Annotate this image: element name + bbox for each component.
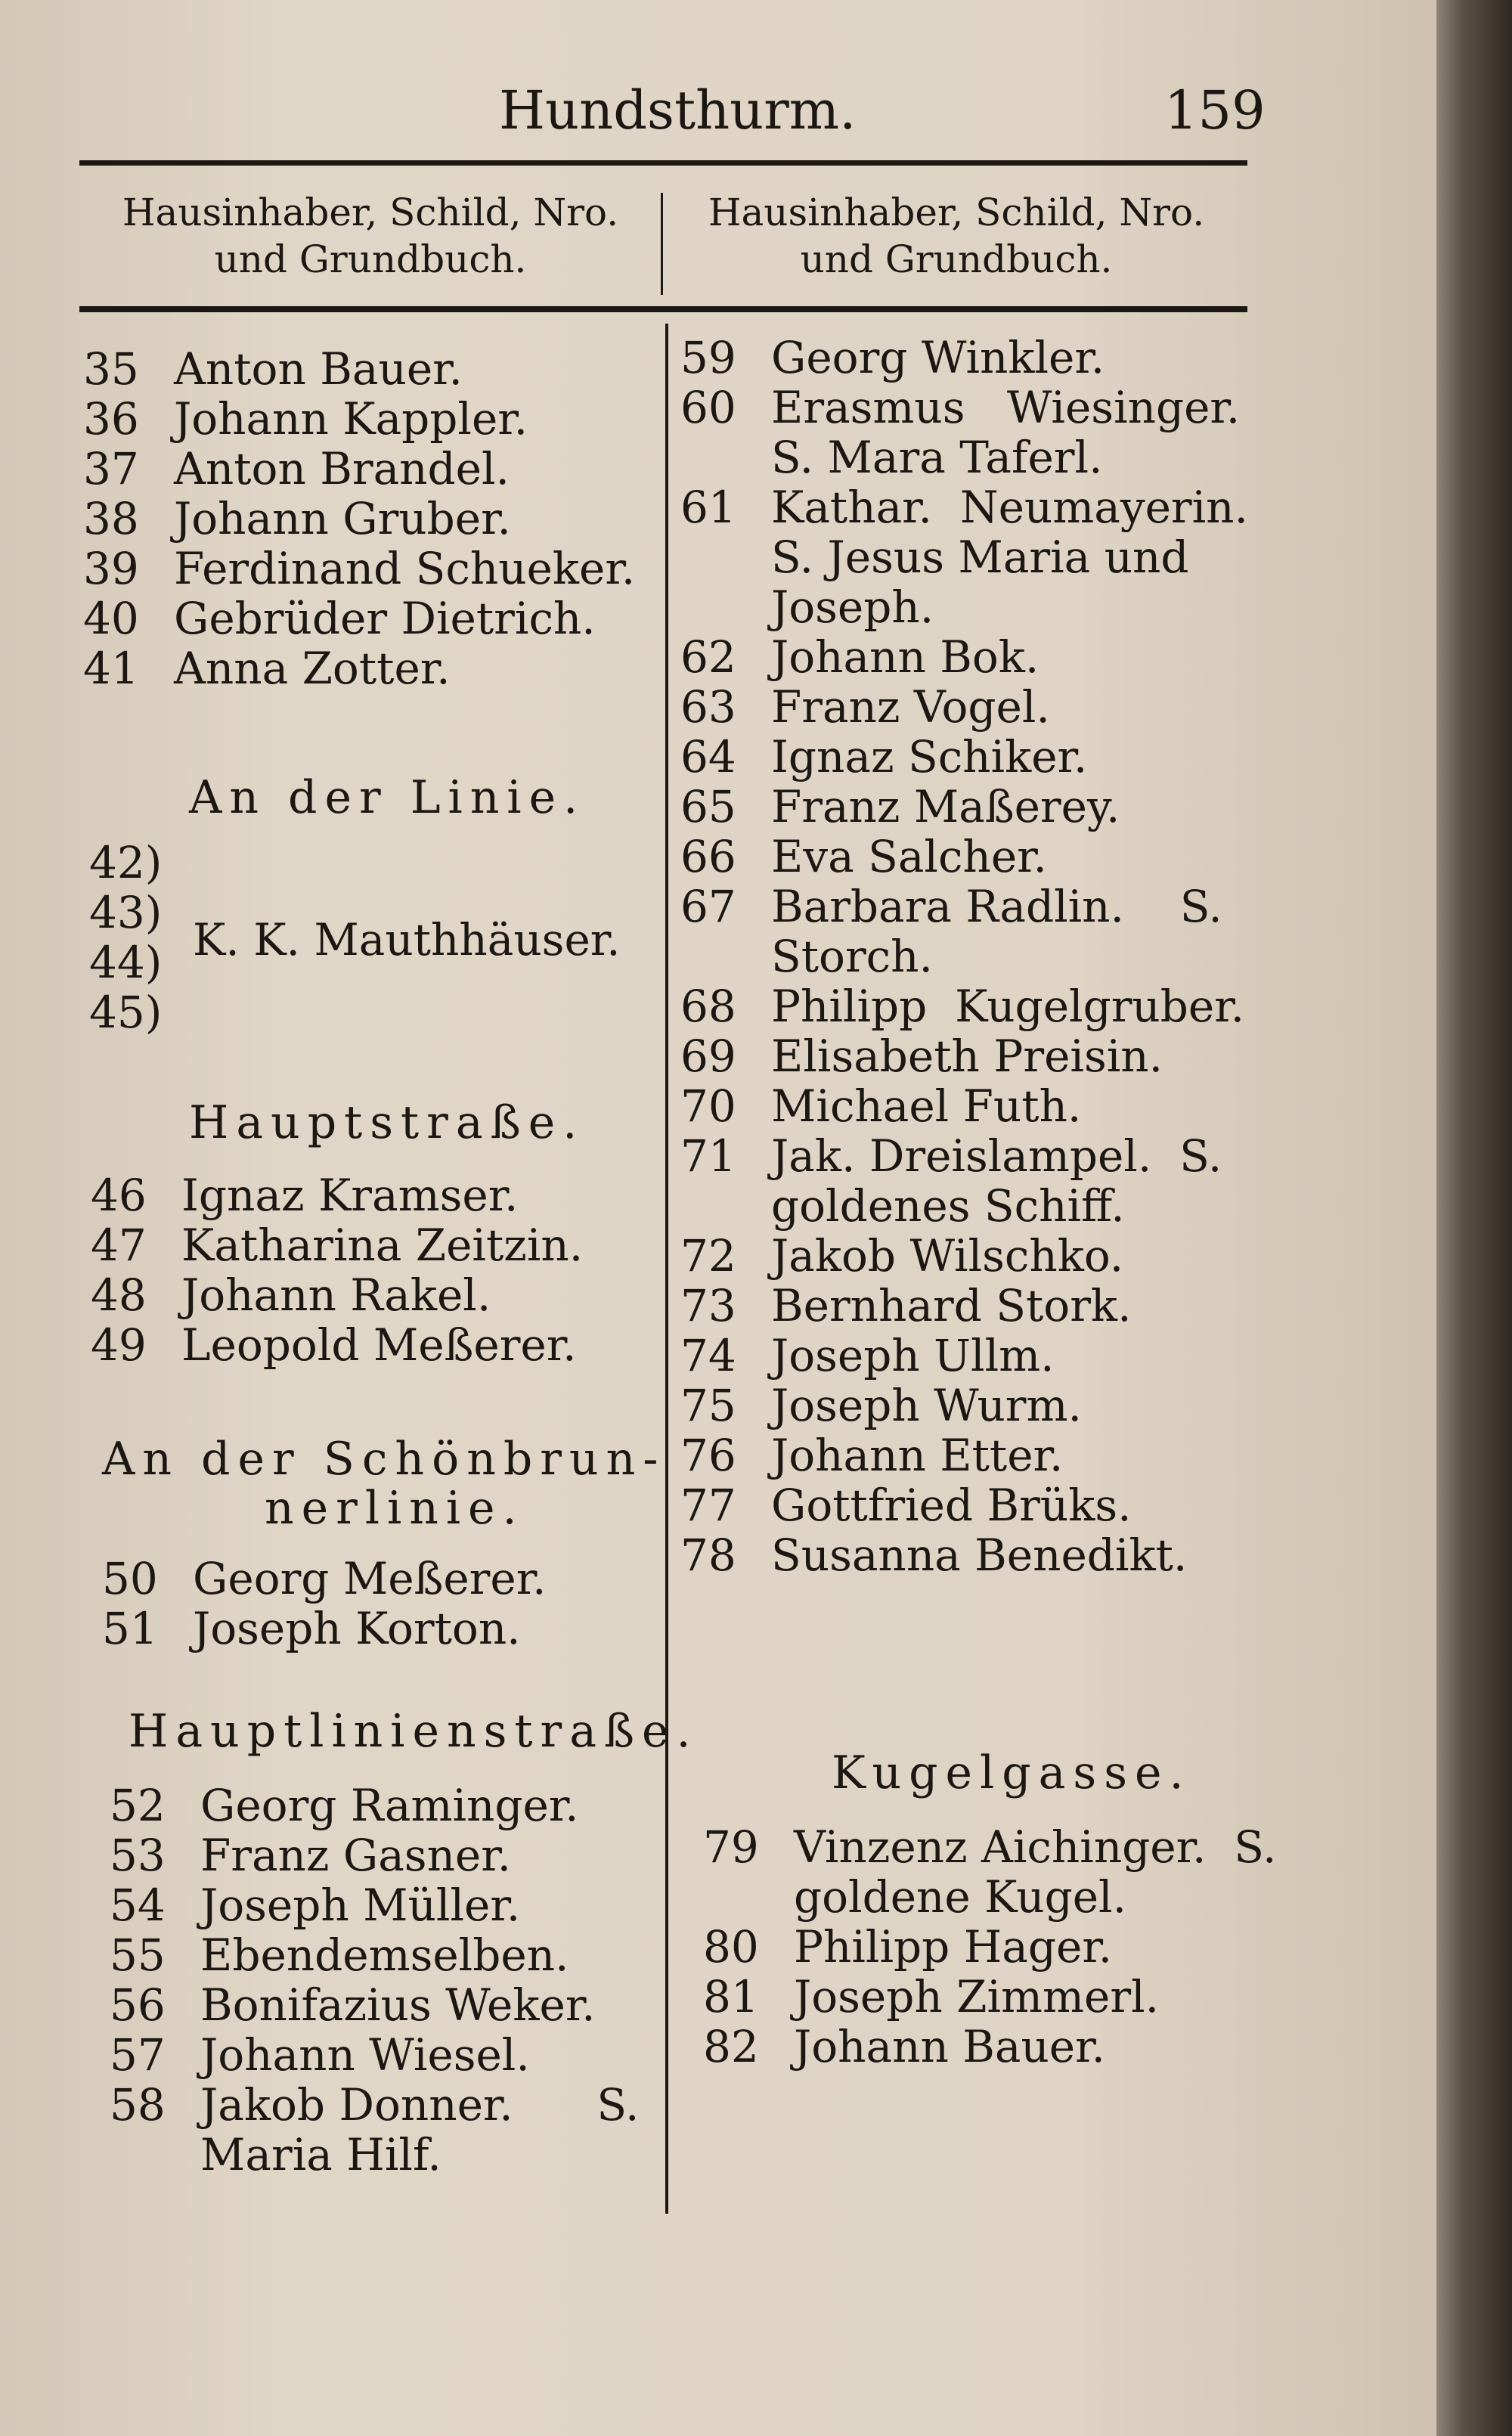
owner-name: Franz Vogel. (771, 681, 1050, 733)
column-head-left-line2: und Grundbuch. (214, 237, 527, 281)
house-number: 43) (89, 887, 163, 938)
house-number: 79 (703, 1821, 759, 1873)
owner-name: Elisabeth Preisin. (771, 1030, 1163, 1082)
running-head-title: Hundsthurm. (499, 79, 857, 141)
list-item (110, 1980, 639, 2030)
owner-name: Michael Futh. (771, 1080, 1082, 1132)
house-number: 81 (703, 1971, 759, 2022)
house-number: 53 (110, 1830, 166, 1881)
list-item (110, 2080, 639, 2130)
owner-name: goldene Kugel. (794, 1871, 1127, 1923)
list-item (703, 1922, 1276, 1972)
column-head-right (665, 189, 1247, 283)
owner-name: Georg Winkler. (771, 332, 1105, 383)
list-item (680, 432, 1248, 482)
house-number: 61 (680, 482, 736, 533)
list-item (680, 1131, 1248, 1181)
house-number: 39 (83, 543, 139, 594)
house-number: 48 (91, 1269, 147, 1321)
list-item (680, 832, 1248, 882)
house-number: 69 (680, 1030, 736, 1082)
list-item (91, 1270, 583, 1320)
owner-name: Susanna Benedikt. (771, 1529, 1188, 1581)
list-item (680, 782, 1248, 832)
owner-name: Katharina Zeitzin. (181, 1220, 584, 1271)
list-item (680, 882, 1248, 931)
house-number: 55 (110, 1929, 166, 1981)
owner-name: Jak. Dreislampel. S. (771, 1130, 1222, 1182)
list-item (680, 732, 1248, 782)
list-item (680, 1430, 1248, 1480)
list-item (110, 2030, 639, 2080)
list-item (703, 1872, 1276, 1922)
list-item (680, 383, 1248, 432)
owner-name: Ignaz Schiker. (771, 731, 1088, 783)
owner-name: Jakob Wilschko. (771, 1230, 1124, 1282)
house-number: 52 (110, 1780, 166, 1831)
owner-name: Anna Zotter. (174, 643, 451, 694)
owner-name: Johann Bauer. (794, 2021, 1105, 2072)
section-heading-hauptstrasse: Hauptstraße. (189, 1096, 585, 1149)
column-head-divider (661, 193, 663, 295)
list-item (83, 394, 635, 444)
mauth-numbers (89, 838, 162, 1037)
owner-name: Georg Raminger. (200, 1780, 579, 1831)
list-item (91, 1220, 583, 1270)
owner-name: Joseph Wurm. (771, 1380, 1082, 1431)
owner-name: Philipp Kugelgruber. (771, 981, 1245, 1032)
list-item (91, 1320, 583, 1370)
owner-name: S. Mara Taferl. (771, 432, 1103, 483)
house-number: 74 (680, 1330, 736, 1381)
house-number: 68 (680, 981, 736, 1032)
list-item (680, 1530, 1248, 1580)
owner-name: Ferdinand Schueker. (174, 543, 636, 594)
house-number: 73 (680, 1280, 736, 1331)
owner-name: Bernhard Stork. (771, 1280, 1132, 1331)
page-number: 159 (1164, 79, 1266, 141)
house-number: 70 (680, 1080, 736, 1132)
left-block-52-58 (110, 1781, 639, 2180)
list-item (703, 2022, 1276, 2072)
owner-name: Vinzenz Aichinger. S. (794, 1821, 1277, 1873)
list-item (680, 682, 1248, 732)
house-number: 47 (91, 1220, 147, 1271)
list-item (83, 344, 635, 394)
house-number: 71 (680, 1130, 736, 1182)
house-number: 37 (83, 443, 139, 494)
house-number: 42) (89, 837, 163, 888)
left-block-46-49 (91, 1170, 583, 1370)
owner-name: Johann Rakel. (181, 1269, 491, 1321)
list-item (110, 1781, 639, 1830)
list-item (680, 532, 1248, 582)
list-item (680, 333, 1248, 383)
house-number: 63 (680, 681, 736, 733)
owner-name: Joseph Korton. (193, 1603, 521, 1654)
owner-name: Joseph Müller. (200, 1880, 521, 1931)
list-item (102, 1604, 546, 1653)
list-item (91, 1170, 583, 1220)
list-item (83, 444, 635, 494)
sign-name: Maria Hilf. (200, 2129, 442, 2180)
book-spine-edge (1436, 0, 1512, 2436)
owner-name: Jakob Donner. S. (200, 2079, 640, 2131)
house-number: 45) (89, 987, 163, 1038)
column-head-right-line1: Hausinhaber, Schild, Nro. (708, 191, 1205, 234)
house-number: 75 (680, 1380, 736, 1431)
list-item (680, 981, 1248, 1031)
house-number: 40 (83, 593, 139, 644)
section-heading-schoenbrunn-1: An der Schönbrun- (102, 1433, 666, 1486)
house-number: 58 (110, 2079, 166, 2131)
list-item (110, 1880, 639, 1930)
house-number: 36 (83, 393, 139, 445)
house-number: 78 (680, 1529, 736, 1581)
owner-name: Johann Kappler. (174, 393, 528, 445)
section-heading-linie: An der Linie. (189, 771, 586, 824)
list-item (680, 632, 1248, 682)
owner-name: Anton Bauer. (174, 343, 463, 395)
house-number: 49 (91, 1319, 147, 1371)
list-item (680, 1031, 1248, 1081)
owner-name: Barbara Radlin. S. (771, 881, 1222, 932)
list-item (680, 931, 1248, 981)
section-heading-kugelgasse: Kugelgasse. (832, 1746, 1191, 1799)
house-number: 41 (83, 643, 139, 694)
list-item (83, 494, 635, 544)
list-item (680, 1281, 1248, 1331)
house-number: 82 (703, 2021, 759, 2072)
list-item (680, 1381, 1248, 1430)
owner-name: S. Jesus Maria und (771, 532, 1189, 583)
house-number: 35 (83, 343, 139, 395)
house-number: 44) (89, 937, 163, 988)
list-item (680, 1480, 1248, 1530)
owner-name: Joseph Ullm. (771, 1330, 1055, 1381)
owner-name: Johann Bok. (771, 631, 1040, 683)
owner-name: Bonifazius Weker. (200, 1979, 596, 2031)
owner-name: Gottfried Brüks. (771, 1480, 1132, 1531)
owner-name: Philipp Hager. (794, 1921, 1113, 1973)
house-number: 51 (102, 1603, 158, 1654)
left-block-50-51 (102, 1554, 546, 1653)
top-rule (79, 160, 1247, 166)
house-number: 64 (680, 731, 736, 783)
owner-name: Storch. (771, 931, 933, 982)
list-item (680, 582, 1248, 632)
owner-name: Johann Wiesel. (200, 2029, 530, 2081)
column-head-right-line2: und Grundbuch. (800, 237, 1113, 281)
house-number: 67 (680, 881, 736, 932)
house-number: 46 (91, 1170, 147, 1221)
right-block-79-82 (703, 1822, 1276, 2072)
house-number: 62 (680, 631, 736, 683)
section-heading-hauptlinien: Hauptlinienstraße. (129, 1705, 699, 1758)
owner-name: Ignaz Kramser. (181, 1170, 519, 1221)
owner-name: Joseph. (771, 581, 934, 633)
house-number: 57 (110, 2029, 166, 2081)
list-item (83, 594, 635, 643)
house-number: 59 (680, 332, 736, 383)
owner-name: Kathar. Neumayerin. (771, 482, 1248, 533)
owner-name: Franz Maßerey. (771, 781, 1120, 832)
list-item (680, 1331, 1248, 1381)
list-item (110, 1930, 639, 1980)
owner-name: Leopold Meßerer. (181, 1319, 577, 1371)
column-head-left-line1: Hausinhaber, Schild, Nro. (122, 191, 619, 234)
list-item (703, 1972, 1276, 2022)
owner-name: Erasmus Wiesinger. (771, 382, 1241, 433)
owner-name: Johann Etter. (771, 1430, 1064, 1481)
owner-name: Anton Brandel. (174, 443, 510, 494)
right-block-59-78 (680, 333, 1248, 1580)
house-number: 56 (110, 1979, 166, 2031)
house-number: 76 (680, 1430, 736, 1481)
house-number: 66 (680, 831, 736, 882)
list-item (83, 643, 635, 693)
owner-name: Georg Meßerer. (193, 1553, 547, 1604)
owner-name: Joseph Zimmerl. (794, 1971, 1160, 2022)
owner-name: Eva Salcher. (771, 831, 1047, 882)
owner-name: goldenes Schiff. (771, 1180, 1125, 1232)
house-number: 72 (680, 1230, 736, 1282)
owner-name: Gebrüder Dietrich. (174, 593, 596, 644)
owner-name: Johann Gruber. (174, 493, 511, 544)
house-number: 77 (680, 1480, 736, 1531)
list-item (110, 1830, 639, 1880)
mauth-label: K. K. Mauthhäuser. (193, 914, 621, 965)
list-item (102, 1554, 546, 1604)
column-divider (665, 324, 668, 2214)
list-item (680, 1231, 1248, 1281)
list-item (680, 482, 1248, 532)
section-heading-schoenbrunn-2: nerlinie. (265, 1482, 525, 1535)
list-item (83, 544, 635, 594)
header-bottom-rule (79, 306, 1247, 312)
house-number: 80 (703, 1921, 759, 1973)
house-number: 60 (680, 382, 736, 433)
owner-name: Franz Gasner. (200, 1830, 512, 1881)
column-head-left (79, 189, 662, 283)
list-item (703, 1822, 1276, 1872)
list-item (680, 1081, 1248, 1131)
house-number: 65 (680, 781, 736, 832)
house-number: 54 (110, 1880, 166, 1931)
house-number: 38 (83, 493, 139, 544)
list-item-continuation (110, 2130, 639, 2180)
house-number: 50 (102, 1553, 158, 1604)
left-block-35-41 (83, 344, 635, 693)
list-item (680, 1181, 1248, 1231)
owner-name: Ebendemselben. (200, 1929, 569, 1981)
